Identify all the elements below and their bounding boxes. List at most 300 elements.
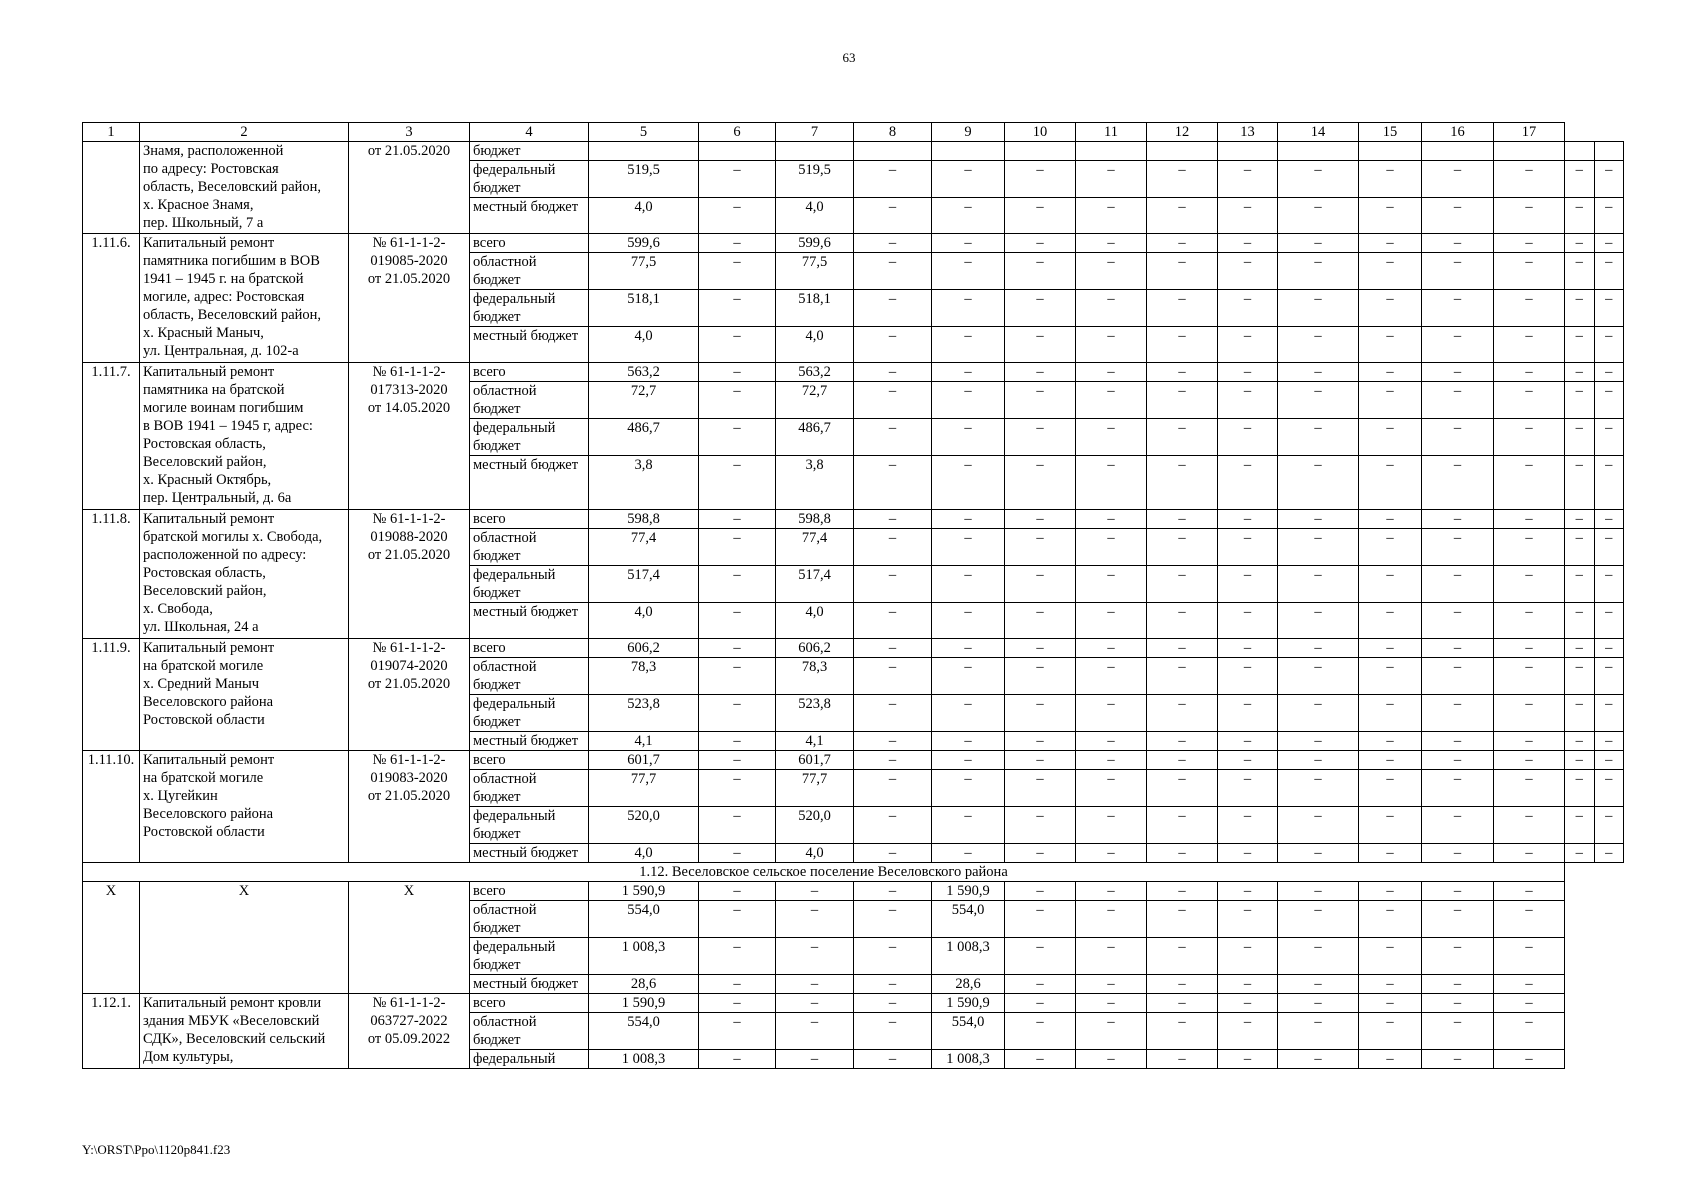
value-col: –: [932, 419, 1005, 456]
object-name-line: расположенной по адресу:: [143, 547, 307, 563]
value-col: –: [1359, 732, 1422, 751]
value-col-5: 599,6: [589, 234, 699, 253]
value-col: –: [1076, 994, 1147, 1013]
value-col: –: [1278, 994, 1359, 1013]
value-col: –: [932, 658, 1005, 695]
document-line: 063727-2022: [370, 1013, 448, 1029]
funding-source-line: местный бюджет: [473, 845, 579, 861]
document-number: [349, 363, 470, 510]
value-col: –: [1218, 658, 1278, 695]
funding-source: [470, 290, 589, 327]
value-col: –: [1076, 234, 1147, 253]
document-number: [349, 994, 470, 1069]
table-row: [83, 142, 1624, 161]
value-col: –: [1422, 975, 1494, 994]
value-col: –: [1076, 807, 1147, 844]
value-col: –: [1422, 327, 1494, 363]
document-line: № 61-1-1-2-: [372, 752, 446, 768]
value-col: –: [1278, 566, 1359, 603]
value-col-7: 3,8: [776, 456, 854, 510]
object-name-line: Ростовской области: [143, 712, 265, 728]
value-col-5: 4,1: [589, 732, 699, 751]
object-name-line: могиле воинам погибшим: [143, 400, 304, 416]
value-col: –: [1494, 882, 1565, 901]
value-col-7: 4,1: [776, 732, 854, 751]
value-col: –: [1594, 456, 1624, 510]
item-number: [83, 142, 140, 234]
object-name-line: на братской могиле: [143, 658, 264, 674]
value-col: –: [1278, 695, 1359, 732]
value-col-6: –: [699, 844, 776, 863]
value-col-7: 4,0: [776, 844, 854, 863]
value-col: –: [1594, 603, 1624, 639]
value-col: –: [1147, 234, 1218, 253]
value-col: –: [1494, 994, 1565, 1013]
object-name-line: Капитальный ремонт: [143, 364, 275, 380]
value-col-7: –: [776, 1050, 854, 1069]
object-name: [140, 142, 349, 234]
value-col: –: [1422, 529, 1494, 566]
value-col-6: [699, 142, 776, 161]
document-line: от 05.09.2022: [367, 1031, 451, 1047]
value-col-6: –: [699, 1050, 776, 1069]
document-line: 019088-2020: [370, 529, 448, 545]
value-col: [932, 142, 1005, 161]
value-col-7: –: [776, 994, 854, 1013]
value-col-5: 77,7: [589, 770, 699, 807]
value-col: –: [1422, 234, 1494, 253]
value-col: –: [1494, 382, 1565, 419]
funding-source-line: всего: [473, 364, 506, 380]
value-col: –: [1218, 844, 1278, 863]
value-col: –: [1565, 161, 1595, 198]
object-name-line: х. Красное Знамя,: [143, 197, 254, 213]
funding-source-line: бюджет: [473, 309, 521, 325]
value-col: –: [1005, 658, 1076, 695]
funding-source-line: всего: [473, 511, 506, 527]
value-col: –: [1422, 566, 1494, 603]
value-col: –: [1005, 732, 1076, 751]
value-col: –: [1278, 198, 1359, 234]
item-number: 1.11.7.: [83, 363, 140, 510]
column-header: 11: [1076, 123, 1147, 142]
document-line: № 61-1-1-2-: [372, 640, 446, 656]
value-col: –: [1218, 770, 1278, 807]
value-col: –: [1076, 529, 1147, 566]
value-col-9: 554,0: [932, 901, 1005, 938]
value-col: –: [1218, 751, 1278, 770]
value-col: –: [1218, 732, 1278, 751]
value-col: –: [1005, 529, 1076, 566]
funding-source: [470, 938, 589, 975]
funding-source-line: бюджет: [473, 143, 521, 159]
value-col: –: [1147, 994, 1218, 1013]
value-col: –: [1565, 603, 1595, 639]
value-col: –: [1147, 363, 1218, 382]
object-name-line: здания МБУК «Веселовский: [143, 1013, 320, 1029]
section-row: [83, 863, 1624, 882]
value-col: –: [1076, 1013, 1147, 1050]
funding-source-line: федеральный: [473, 291, 556, 307]
object-name: [140, 363, 349, 510]
value-col: –: [1076, 566, 1147, 603]
value-col-8: –: [854, 382, 932, 419]
funding-source-line: областной: [473, 383, 537, 399]
value-col: [1147, 142, 1218, 161]
value-col: –: [1494, 363, 1565, 382]
value-col-7: 598,8: [776, 510, 854, 529]
value-col-6: –: [699, 234, 776, 253]
value-col: –: [932, 751, 1005, 770]
object-name-line: ул. Школьная, 24 а: [143, 619, 259, 635]
table-row: [83, 639, 1624, 658]
funding-source: [470, 882, 589, 901]
value-col: –: [1359, 198, 1422, 234]
value-col: –: [1565, 327, 1595, 363]
value-col: –: [1494, 658, 1565, 695]
object-name-line: памятника на братской: [143, 382, 285, 398]
funding-source: [470, 603, 589, 639]
item-number: Х: [83, 882, 140, 994]
value-col: –: [1594, 770, 1624, 807]
page-number: 63: [842, 50, 856, 65]
funding-source-line: бюджет: [473, 438, 521, 454]
value-col-8: –: [854, 807, 932, 844]
value-col: –: [1594, 234, 1624, 253]
value-col-7: 4,0: [776, 327, 854, 363]
value-col: –: [932, 732, 1005, 751]
document-number: [349, 510, 470, 639]
value-col: –: [932, 695, 1005, 732]
value-col-7: –: [776, 882, 854, 901]
value-col: –: [1422, 882, 1494, 901]
value-col: –: [932, 807, 1005, 844]
funding-source-line: всего: [473, 640, 506, 656]
funding-source: [470, 419, 589, 456]
funding-source-line: местный бюджет: [473, 976, 579, 992]
value-col: –: [1005, 510, 1076, 529]
value-col: –: [1218, 994, 1278, 1013]
value-col: –: [1422, 751, 1494, 770]
value-col: –: [1422, 901, 1494, 938]
column-header: 16: [1422, 123, 1494, 142]
value-col-5: 1 590,9: [589, 882, 699, 901]
value-col: –: [1005, 844, 1076, 863]
value-col: –: [1218, 1013, 1278, 1050]
funding-source: [470, 510, 589, 529]
funding-source-line: бюджет: [473, 1032, 521, 1048]
value-col: –: [1594, 363, 1624, 382]
funding-source-line: бюджет: [473, 401, 521, 417]
value-col-5: 563,2: [589, 363, 699, 382]
value-col: –: [1278, 419, 1359, 456]
value-col-6: –: [699, 510, 776, 529]
value-col: –: [1594, 327, 1624, 363]
value-col: –: [1147, 844, 1218, 863]
value-col: –: [1147, 807, 1218, 844]
value-col-8: –: [854, 566, 932, 603]
object-name: [140, 994, 349, 1069]
column-header: 14: [1278, 123, 1359, 142]
item-number: 1.11.6.: [83, 234, 140, 363]
document-line: Х: [403, 883, 415, 899]
value-col: –: [1278, 938, 1359, 975]
value-col-5: 72,7: [589, 382, 699, 419]
value-col: –: [1494, 566, 1565, 603]
table-row: [83, 234, 1624, 253]
object-name-line: на братской могиле: [143, 770, 264, 786]
value-col: –: [1278, 807, 1359, 844]
value-col: –: [1359, 234, 1422, 253]
funding-source-line: областной: [473, 1014, 537, 1030]
value-col-5: [589, 142, 699, 161]
value-col-7: 517,4: [776, 566, 854, 603]
value-col: –: [1005, 1013, 1076, 1050]
value-col: –: [1076, 1050, 1147, 1069]
value-col: –: [1565, 419, 1595, 456]
value-col: –: [1494, 529, 1565, 566]
value-col: –: [932, 566, 1005, 603]
value-col-6: –: [699, 198, 776, 234]
object-name-line: пер. Школьный, 7 а: [143, 215, 264, 231]
value-col: –: [1278, 882, 1359, 901]
value-col-8: –: [854, 639, 932, 658]
value-col: –: [1565, 529, 1595, 566]
value-col: –: [1147, 901, 1218, 938]
funding-source-line: местный бюджет: [473, 733, 579, 749]
value-col: –: [1005, 198, 1076, 234]
object-name-line: Капитальный ремонт: [143, 752, 275, 768]
document-line: 019074-2020: [370, 658, 448, 674]
value-col: –: [1359, 529, 1422, 566]
funding-source-line: местный бюджет: [473, 328, 579, 344]
value-col-7: –: [776, 901, 854, 938]
value-col-8: –: [854, 234, 932, 253]
value-col: –: [1565, 382, 1595, 419]
value-col-9: 1 008,3: [932, 938, 1005, 975]
value-col: –: [932, 327, 1005, 363]
value-col: –: [1278, 770, 1359, 807]
column-header: 2: [140, 123, 349, 142]
value-col: –: [1422, 603, 1494, 639]
document-line: № 61-1-1-2-: [372, 995, 446, 1011]
value-col: –: [1147, 975, 1218, 994]
funding-source-line: федеральный: [473, 420, 556, 436]
document-line: № 61-1-1-2-: [372, 235, 446, 251]
value-col-8: –: [854, 751, 932, 770]
value-col-6: –: [699, 1013, 776, 1050]
value-col: [1218, 142, 1278, 161]
object-name-line: Ростовская область,: [143, 436, 266, 452]
funding-source: [470, 658, 589, 695]
value-col: –: [1005, 566, 1076, 603]
value-col: –: [1147, 419, 1218, 456]
value-col: –: [1005, 382, 1076, 419]
value-col: –: [1147, 695, 1218, 732]
value-col: –: [1278, 639, 1359, 658]
value-col: –: [1076, 882, 1147, 901]
funding-source-line: всего: [473, 883, 506, 899]
value-col-8: –: [854, 363, 932, 382]
value-col-5: 4,0: [589, 198, 699, 234]
funding-source-line: областной: [473, 659, 537, 675]
value-col: –: [1218, 695, 1278, 732]
object-name-line: 1941 – 1945 г. на братской: [143, 271, 304, 287]
value-col: –: [1218, 807, 1278, 844]
value-col: –: [1278, 658, 1359, 695]
value-col: –: [1147, 290, 1218, 327]
object-name-line: область, Веселовский район,: [143, 179, 322, 195]
value-col: –: [1494, 253, 1565, 290]
value-col: –: [1218, 529, 1278, 566]
value-col: –: [1359, 603, 1422, 639]
value-col: –: [1359, 253, 1422, 290]
object-name-line: в ВОВ 1941 – 1945 г, адрес:: [143, 418, 313, 434]
value-col: –: [1005, 994, 1076, 1013]
value-col-7: 77,5: [776, 253, 854, 290]
value-col: –: [1494, 161, 1565, 198]
value-col: –: [1147, 161, 1218, 198]
funding-source: [470, 327, 589, 363]
value-col: –: [1422, 639, 1494, 658]
object-name-line: Веселовского района: [143, 694, 274, 710]
value-col-8: –: [854, 198, 932, 234]
value-col: –: [1076, 938, 1147, 975]
value-col: –: [1594, 529, 1624, 566]
value-col: –: [1076, 751, 1147, 770]
funding-source: [470, 844, 589, 863]
value-col: –: [1359, 751, 1422, 770]
funding-source-line: бюджет: [473, 585, 521, 601]
table-row: [83, 994, 1624, 1013]
object-name-line: х. Средний Маныч: [143, 676, 260, 692]
document-line: от 21.05.2020: [367, 143, 451, 159]
funding-source: [470, 1013, 589, 1050]
value-col: –: [1494, 234, 1565, 253]
funding-source: [470, 994, 589, 1013]
value-col: –: [1565, 695, 1595, 732]
column-header: 7: [776, 123, 854, 142]
value-col: –: [1076, 382, 1147, 419]
value-col: –: [1565, 566, 1595, 603]
value-col: –: [1005, 603, 1076, 639]
value-col-7: 523,8: [776, 695, 854, 732]
funding-source: [470, 142, 589, 161]
value-col-7: –: [776, 938, 854, 975]
value-col: –: [1005, 770, 1076, 807]
object-name-line: Капитальный ремонт: [143, 511, 275, 527]
value-col: –: [1422, 695, 1494, 732]
value-col: –: [1359, 901, 1422, 938]
value-col-5: 598,8: [589, 510, 699, 529]
value-col-8: –: [854, 901, 932, 938]
value-col: –: [1147, 198, 1218, 234]
value-col: –: [1359, 419, 1422, 456]
value-col: –: [1359, 844, 1422, 863]
object-name: [140, 234, 349, 363]
value-col: –: [1359, 363, 1422, 382]
value-col: –: [1494, 975, 1565, 994]
value-col: –: [932, 382, 1005, 419]
value-col: –: [1494, 603, 1565, 639]
value-col-5: 520,0: [589, 807, 699, 844]
value-col: –: [932, 529, 1005, 566]
value-col-8: –: [854, 1013, 932, 1050]
object-name-line: Знамя, расположенной: [143, 143, 284, 159]
object-name-line: Веселовский район,: [143, 454, 267, 470]
value-col-5: 486,7: [589, 419, 699, 456]
value-col: –: [1359, 1050, 1422, 1069]
funding-source-line: бюджет: [473, 677, 521, 693]
value-col-5: 554,0: [589, 1013, 699, 1050]
value-col: –: [1594, 510, 1624, 529]
funding-source-line: федеральный: [473, 696, 556, 712]
value-col: –: [1076, 639, 1147, 658]
value-col: –: [1565, 253, 1595, 290]
budget-table: [82, 122, 1624, 1069]
value-col: –: [1594, 695, 1624, 732]
column-header: 9: [932, 123, 1005, 142]
value-col: –: [1494, 1013, 1565, 1050]
value-col-5: 4,0: [589, 603, 699, 639]
value-col: –: [1147, 658, 1218, 695]
value-col: –: [1076, 363, 1147, 382]
value-col-8: –: [854, 419, 932, 456]
value-col-9: 1 590,9: [932, 882, 1005, 901]
value-col-5: 4,0: [589, 327, 699, 363]
funding-source-line: федеральный: [473, 162, 556, 178]
value-col: –: [1005, 751, 1076, 770]
value-col: –: [1565, 751, 1595, 770]
value-col-7: 601,7: [776, 751, 854, 770]
value-col-8: –: [854, 938, 932, 975]
value-col: –: [1218, 510, 1278, 529]
funding-source: [470, 1050, 589, 1069]
value-col: –: [1278, 456, 1359, 510]
funding-source-line: бюджет: [473, 957, 521, 973]
value-col: –: [1422, 198, 1494, 234]
document-line: 019083-2020: [370, 770, 448, 786]
value-col: –: [1422, 456, 1494, 510]
object-name-line: область, Веселовский район,: [143, 307, 322, 323]
value-col-6: –: [699, 603, 776, 639]
document-number: [349, 234, 470, 363]
value-col: –: [1359, 975, 1422, 994]
value-col-7: –: [776, 975, 854, 994]
value-col: –: [1076, 161, 1147, 198]
value-col: –: [1147, 510, 1218, 529]
value-col-8: –: [854, 161, 932, 198]
funding-source-line: бюджет: [473, 272, 521, 288]
value-col: –: [1005, 290, 1076, 327]
value-col: –: [1278, 253, 1359, 290]
value-col: –: [1218, 1050, 1278, 1069]
value-col: –: [1494, 198, 1565, 234]
column-header: 8: [854, 123, 932, 142]
object-name-line: памятника погибшим в ВОВ: [143, 253, 320, 269]
funding-source: [470, 975, 589, 994]
value-col: [1076, 142, 1147, 161]
value-col-8: –: [854, 658, 932, 695]
value-col: –: [1147, 770, 1218, 807]
column-header: 17: [1494, 123, 1565, 142]
value-col-6: –: [699, 901, 776, 938]
value-col: –: [1565, 510, 1595, 529]
document-line: № 61-1-1-2-: [372, 511, 446, 527]
value-col: –: [1594, 751, 1624, 770]
value-col: –: [1359, 161, 1422, 198]
value-col: –: [1494, 938, 1565, 975]
